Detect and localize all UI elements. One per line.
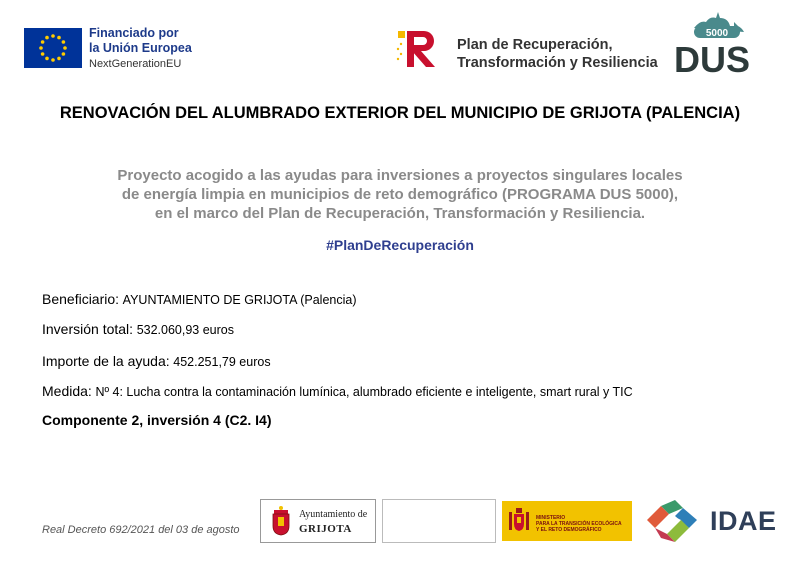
grijota-line1: Ayuntamiento de [299,509,368,520]
inversion-value: 532.060,93 euros [136,323,234,337]
inversion-row [42,321,234,337]
componente-line: Componente 2, inversión 4 (C2. I4) [42,412,272,428]
intro-line1: Proyecto acogido a las ayudas para inversiones a proyectos singulares locales [117,167,683,184]
ministry-line2: PARA LA TRANSICIÓN ECOLÓGICA [536,521,622,527]
medida-row [42,383,633,399]
importe-label: Importe de la ayuda: [42,353,170,369]
grijota-shield-icon [270,504,292,536]
ministerio-logo [502,501,632,541]
beneficiario-row [42,291,357,307]
idae-wordmark: IDAE [710,506,777,536]
idae-logo-icon [645,498,705,544]
inversion-label: Inversión total: [42,321,134,337]
eu-line2: la Unión Europea [89,41,192,55]
eu-line1: Financiado por [89,26,179,40]
dus-text: DUS [673,39,751,76]
intro-line2: de energía limpia en municipios de reto demográfico (PROGRAMA DUS 5000), [121,186,679,203]
beneficiario-label: Beneficiario: [42,291,120,307]
importe-row [42,353,271,369]
dus-badge: 5000 [705,28,729,39]
plan-line1: Plan de Recuperación, [457,37,613,53]
hashtag: #PlanDeRecuperación [326,237,474,253]
medida-value: Nº 4: Lucha contra la contaminación lumínica, alumbrado eficiente e inteligente, smart rural y TIC [95,385,633,399]
spain-coat-of-arms-icon [508,506,530,536]
prtr-logo-icon [393,28,443,70]
importe-value: 452.251,79 euros [173,355,271,369]
dus-5000-logo [664,10,760,76]
ministry-line3: Y EL RETO DEMOGRÁFICO [536,527,602,533]
decree-reference: Real Decreto 692/2021 del 03 de agosto [42,524,240,536]
medida-label: Medida: [42,383,92,399]
intro-paragraph [60,166,740,223]
grijota-logo [260,499,376,543]
plan-line2: Transformación y Resiliencia [457,55,658,71]
eu-funding-text [89,26,192,72]
grijota-line2: GRIJOTA [299,523,352,535]
intro-line3: en el marco del Plan de Recuperación, Transformación y Resiliencia. [154,205,646,222]
ministerio-text [536,515,622,533]
eu-line3: NextGenerationEU [89,58,182,70]
beneficiario-value: AYUNTAMIENTO DE GRIJOTA (Palencia) [122,293,357,307]
blank-logo-placeholder [382,499,496,543]
ministry-line1: MINISTERIO [536,515,566,521]
plan-recuperacion-text [457,36,658,72]
page-title: RENOVACIÓN DEL ALUMBRADO EXTERIOR DEL MUNICIPIO DE GRIJOTA (PALENCIA) [59,104,741,122]
eu-flag-icon [24,28,82,68]
